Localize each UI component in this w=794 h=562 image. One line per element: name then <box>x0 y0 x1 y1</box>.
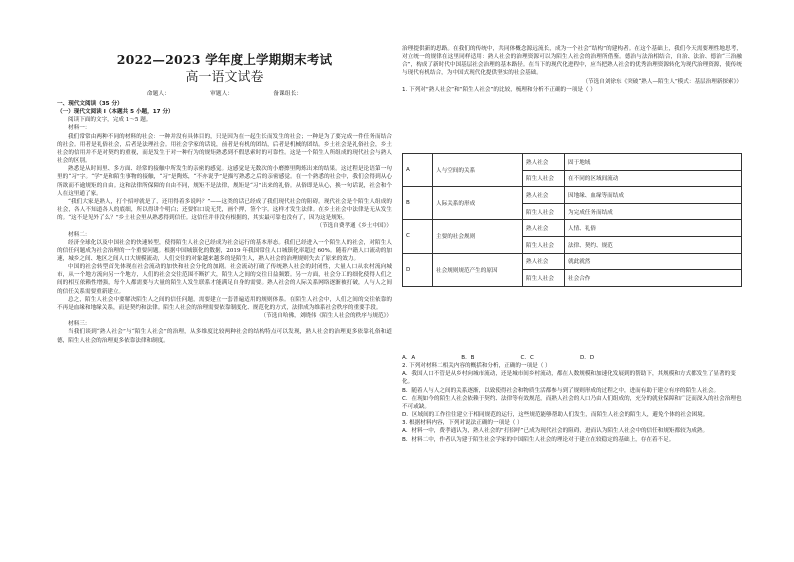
material-three-paragraph: 当我们谈到“熟人社会”与“陌生人社会”的治理，从多维度比较两种社会的结构特点可以发现，熟人社会的治理更多依靠礼俗和道德，陌生人社会的治理更多依靠法律和制度。 <box>57 329 392 344</box>
exam-meta <box>57 88 392 97</box>
table-row <box>403 253 742 270</box>
meta-leader: 备课组长： <box>273 91 303 97</box>
meta-reviewer: 审题人： <box>210 91 234 97</box>
table-society-type: 熟人社会 <box>523 220 565 237</box>
material-one-paragraph: 我们常常由两种不同的材料的社会：一种并没有具体目的，只是因为在一起生长而发生的社会；一种是为了要完成一件任务而结合的社会。用者是礼俗社会，后者是法理社会。用社会学家的话说，前者是有机的团结，后者是机械的团结。乡土社会是礼俗社会，乡土社会的信用并不是对契约的重视，而是发生于对一种行为的规矩熟悉到不假思索时的可靠性。这是一个陌生人所组成的现代社会与熟人社会的区别。 <box>57 133 392 165</box>
material-one-label: 材料一： <box>68 125 91 132</box>
table-feature: 固于地域 <box>565 154 742 171</box>
material-one-paragraph: 熟悉是从时间里、多方面、经常的接触中所发生的亲密的感觉。这感觉是无数次的小磨擦里陶炼出来的结果。这过程是论语第一句里的“习”字。“学”是和陌生事物的接触，“习”是陶炼，“不亦说乎”是描写熟悉之后的亲密感觉。在一个熟悉的社会中，我们会得到从心所欲而不逾规矩的自由。这和法律所保障的自由不同，规矩不是法律，规矩是“习”出来的礼俗。从俗即是从心，换一句话说，社会和个人在这里通了家。 <box>57 166 392 197</box>
table-feature: 在不同的区域间流动 <box>565 170 742 187</box>
table-option-letter: A <box>403 154 433 187</box>
option-c[interactable]: C．C <box>520 355 534 361</box>
reading-section-right-top <box>402 45 742 94</box>
material-two-paragraph: 经济全球化以及中国社会的快速转型，使得陌生人社会已经成为社会运行的基本形态。我们已经进入一个陌生人的社会，对陌生人的信任问题成为社会治理的一个重要问题。根据中国城镇化的数据，2019 年我国常住人口城镇化率超过 60%。随着户籍人口流动的加速，城乡之间、地区之间人口大规模流动，人们交往的对象越来越多的是陌生人，熟人社会的治理规则失去了原来的效力。 <box>57 239 392 262</box>
material-one-source: （节选自费孝通《乡土中国》） <box>316 223 392 230</box>
question-3: 3. 根据材料内容，下列对说法正确的一项是（ ） <box>402 420 523 427</box>
table-society-type: 熟人社会 <box>523 187 565 204</box>
option-a[interactable]: A．A <box>402 355 416 361</box>
table-society-type: 陌生人社会 <box>523 203 565 220</box>
table-row <box>403 187 742 204</box>
table-option-letter: B <box>403 187 433 220</box>
table-society-type: 熟人社会 <box>523 154 565 171</box>
section-heading: 一、现代文阅读（35 分） <box>57 101 123 107</box>
question-3-option-a: A．材料一中，费孝通认为，熟人社会的“打招呼”已成为现代社会的阻碍，进而认为陌生人社会中的信任和规矩都较为成熟。 <box>402 428 709 435</box>
table-row <box>403 154 742 171</box>
material-one-paragraph: “我们大家是熟人，打个招呼就是了，还用得着多说吗？”——这类的话已经成了我们现代社会的阻碍。现代社会是个陌生人组成的社会，各人不知道各人的底细，所以得讲个明白；还要怕口说无凭，画个押，签个字。这样才发生法律。在乡土社会中法律是无从发生的。“这不是见外了么？”乡土社会里从熟悉得到信任。这信任并非没有根据的，其实最可靠也没有了，因为这是规矩。 <box>57 198 392 222</box>
material-three-label: 材料三： <box>68 321 91 328</box>
question-2-option-b: B．随着人与人之间的关系逐渐，以致使得社会和物质生活都参与到了规则形成的过程之中，进而有助于建立有序的陌生人社会。 <box>402 387 720 394</box>
exam-title: 2022—2023 学年度上学期期末考试 <box>116 52 333 67</box>
comparison-table <box>402 153 742 287</box>
option-b[interactable]: B．B <box>461 355 475 361</box>
table-feature: 为完成任务而结成 <box>565 203 742 220</box>
material-two-label: 材料二： <box>68 231 91 238</box>
table-feature: 就此就然 <box>565 253 742 270</box>
sub-heading: （一）现代文阅读 I（本题共 5 小题，17 分） <box>57 109 174 116</box>
exam-subtitle: 高一语文试卷 <box>185 70 264 85</box>
table-option-letter: C <box>403 220 433 253</box>
instruction: 阅读下面的文字，完成 1～5 题。 <box>68 117 152 124</box>
option-d[interactable]: D．D <box>579 355 595 361</box>
question-2-option-c: C．在现如今的陌生人社会依赖于契约、法律等有效规范，而熟人社会的人口乃由人们组成的，充分的就业保障和广泛而深入的社会治理也不可或缺。 <box>402 395 742 410</box>
table-feature: 人情、礼俗 <box>565 220 742 237</box>
question-3-option-b: B．材料二中，作者认为建于陌生社会学家的中国陌生人社会的理论对于建立在较稳定的基础上，存在着不足。 <box>402 436 675 443</box>
table-item: 主要的社会规则 <box>433 220 523 253</box>
table-item: 社会规则规范产生的原因 <box>433 253 523 286</box>
table-item: 人际关系的形成 <box>433 187 523 220</box>
table-society-type: 陌生人社会 <box>523 170 565 187</box>
reading-section-right-bottom <box>402 354 742 444</box>
reading-section-left <box>57 100 392 345</box>
material-two-paragraph: 中国的社会转型首先体现在社会流动的加快和社会分化的加剧。社会流动打破了传统熟人社会的封闭性，大量人口从农村流向城市，从一个地方流向另一个地方，人们的社会交往范围不断扩大，陌生人之间的交往日益频繁。另一方面，社会分工的细化使得人们之间的相互依赖性增强，每个人都需要与大量的陌生人发生联系才能满足自身的需要。熟人社会的人际关系网络逐渐被打破，人与人之间的信任关系需要重新建立。 <box>57 264 392 295</box>
material-three-continued: 治理提供新的思路。在我们的传统中，共同体概念源远流长，成为一个社会“结构”的建构者。在这个基础上，我们今天需要理性地思考，对立统一的规律在这里同样适用：熟人社会的治理资源可以为陌生人社会的治理所借鉴。德治与法治相结合，自治、法治、德治“三治融合”，构成了新时代中国基层社会治理的基本路径。在当下的现代化进程中，应当把熟人社会的优秀治理资源转化为现代治理资源，使传统与现代有机结合，为中国式现代化提供坚实的社会基础。 <box>402 46 742 77</box>
material-two-paragraph: 总之，陌生人社会中要解决陌生人之间的信任问题，需要建立一套普遍适用的规则体系。在陌生人社会中，人们之间的交往依靠的不再是血缘和地缘关系，而是契约和法律。陌生人社会的治理需要依靠制度化、规范化的方式，法律成为维系社会秩序的重要手段。 <box>57 296 392 311</box>
table-feature: 法律、契约、规范 <box>565 236 742 253</box>
table-feature: 因地缘、血缘等而结成 <box>565 187 742 204</box>
table-option-letter: D <box>403 253 433 286</box>
question-1: 1. 下列对“熟人社会”和“陌生人社会”的比较，梳理和分析不正确的一项是（ ） <box>402 86 596 93</box>
table-row <box>403 220 742 237</box>
table-society-type: 陌生人社会 <box>523 270 565 287</box>
question-2-option-a: A．我国人口不管是从乡村向城市流动，还是城市间乡村流动，都在人数规模和加速化发展到的帮助下，其规模和方式都发生了显著的变化。 <box>402 371 736 386</box>
meta-author: 命题人： <box>146 91 170 97</box>
question-1-options <box>402 354 742 362</box>
table-item: 人与空间的关系 <box>433 154 523 187</box>
table-society-type: 陌生人社会 <box>523 236 565 253</box>
table-feature: 社会合作 <box>565 270 742 287</box>
table-society-type: 熟人社会 <box>523 253 565 270</box>
material-three-source: （节选自刘徐东《突破“熟人—陌生人”模式：基层治理新探索》） <box>582 78 742 85</box>
question-2: 2. 下列对材料二相关内容的概括和分析，正确的一项是（ ） <box>402 363 551 370</box>
material-two-source: （节选自哈佛，刘晓伟《陌生人社会的秩序与规范》） <box>260 313 392 320</box>
question-2-option-d: D．区域间的工作往往建立于相同规范的运行，这些规范能够帮助人们发生，而陌生人社会的陌生人，避免个体的社会困境。 <box>402 412 709 419</box>
